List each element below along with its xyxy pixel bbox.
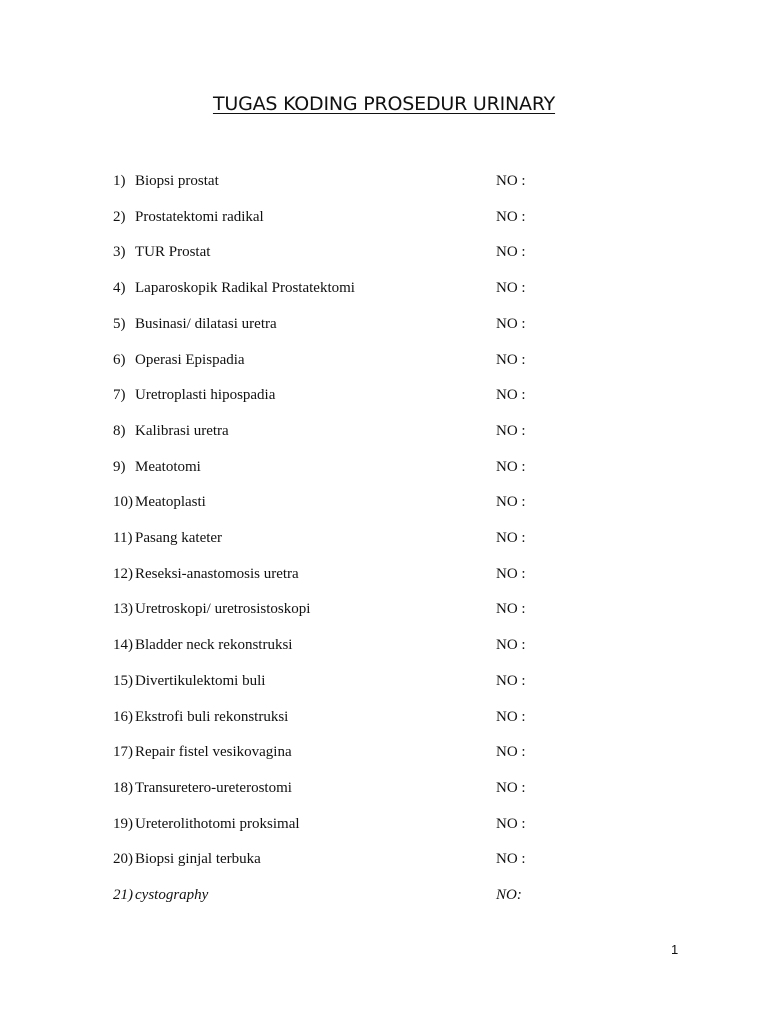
procedure-name: Prostatektomi radikal bbox=[135, 209, 264, 225]
code-number-label: NO : bbox=[496, 637, 526, 653]
list-item bbox=[0, 634, 768, 656]
item-number: 2) bbox=[113, 209, 126, 225]
item-number: 9) bbox=[113, 459, 126, 475]
item-number: 16) bbox=[113, 709, 133, 725]
list-item bbox=[0, 777, 768, 799]
list-item bbox=[0, 670, 768, 692]
item-number: 7) bbox=[113, 387, 126, 403]
list-item bbox=[0, 170, 768, 192]
list-item bbox=[0, 384, 768, 406]
list-item bbox=[0, 813, 768, 835]
list-item bbox=[0, 456, 768, 478]
procedure-name: Operasi Epispadia bbox=[135, 352, 245, 368]
list-item bbox=[0, 527, 768, 549]
item-number: 14) bbox=[113, 637, 133, 653]
procedure-name: Biopsi prostat bbox=[135, 173, 219, 189]
item-number: 13) bbox=[113, 601, 133, 617]
procedure-name: cystography bbox=[135, 887, 209, 903]
item-number: 11) bbox=[113, 530, 133, 546]
procedure-name: Biopsi ginjal terbuka bbox=[135, 851, 261, 867]
document-title: TUGAS KODING PROSEDUR URINARY bbox=[212, 93, 556, 115]
procedure-name: Pasang kateter bbox=[135, 530, 223, 546]
item-number: 19) bbox=[113, 816, 133, 832]
code-number-label: NO : bbox=[496, 494, 526, 510]
code-number-label: NO : bbox=[496, 780, 526, 796]
item-number: 5) bbox=[113, 316, 126, 332]
procedure-name: Divertikulektomi buli bbox=[135, 673, 266, 689]
procedure-name: Kalibrasi uretra bbox=[135, 423, 229, 439]
procedure-name: Transuretero-ureterostomi bbox=[135, 780, 292, 796]
code-number-label: NO : bbox=[496, 352, 526, 368]
item-number: 21) bbox=[113, 887, 133, 903]
procedure-name: Ekstrofi buli rekonstruksi bbox=[135, 709, 289, 725]
code-number-label: NO : bbox=[496, 423, 526, 439]
item-number: 17) bbox=[113, 744, 133, 760]
code-number-label: NO : bbox=[496, 816, 526, 832]
code-number-label: NO : bbox=[496, 173, 526, 189]
list-item bbox=[0, 598, 768, 620]
code-number-label: NO : bbox=[496, 744, 526, 760]
item-number: 10) bbox=[113, 494, 133, 510]
list-item bbox=[0, 349, 768, 371]
procedure-name: Businasi/ dilatasi uretra bbox=[135, 316, 277, 332]
item-number: 6) bbox=[113, 352, 126, 368]
code-number-label: NO : bbox=[496, 709, 526, 725]
code-number-label: NO: bbox=[496, 887, 522, 903]
list-item bbox=[0, 241, 768, 263]
procedure-name: Ureterolithotomi proksimal bbox=[135, 816, 300, 832]
code-number-label: NO : bbox=[496, 673, 526, 689]
list-item bbox=[0, 420, 768, 442]
item-number: 4) bbox=[113, 280, 126, 296]
procedure-name: Meatotomi bbox=[135, 459, 201, 475]
procedure-name: Laparoskopik Radikal Prostatektomi bbox=[135, 280, 355, 296]
item-number: 20) bbox=[113, 851, 133, 867]
item-number: 8) bbox=[113, 423, 126, 439]
code-number-label: NO : bbox=[496, 316, 526, 332]
list-item bbox=[0, 848, 768, 870]
code-number-label: NO : bbox=[496, 459, 526, 475]
list-item bbox=[0, 741, 768, 763]
procedure-name: Meatoplasti bbox=[135, 494, 206, 510]
item-number: 15) bbox=[113, 673, 133, 689]
list-item bbox=[0, 884, 768, 906]
list-item bbox=[0, 277, 768, 299]
code-number-label: NO : bbox=[496, 209, 526, 225]
procedure-name: Uretroplasti hipospadia bbox=[135, 387, 276, 403]
list-item bbox=[0, 206, 768, 228]
procedure-name: Uretroskopi/ uretrosistoskopi bbox=[135, 601, 311, 617]
page-number: 1 bbox=[671, 942, 679, 957]
code-number-label: NO : bbox=[496, 530, 526, 546]
code-number-label: NO : bbox=[496, 280, 526, 296]
list-item bbox=[0, 491, 768, 513]
code-number-label: NO : bbox=[496, 601, 526, 617]
procedure-name: Repair fistel vesikovagina bbox=[135, 744, 292, 760]
procedure-name: TUR Prostat bbox=[135, 244, 211, 260]
item-number: 1) bbox=[113, 173, 126, 189]
code-number-label: NO : bbox=[496, 566, 526, 582]
list-item bbox=[0, 706, 768, 728]
list-item bbox=[0, 563, 768, 585]
code-number-label: NO : bbox=[496, 387, 526, 403]
procedure-name: Reseksi-anastomosis uretra bbox=[135, 566, 299, 582]
list-item bbox=[0, 313, 768, 335]
item-number: 3) bbox=[113, 244, 126, 260]
item-number: 18) bbox=[113, 780, 133, 796]
code-number-label: NO : bbox=[496, 244, 526, 260]
procedure-name: Bladder neck rekonstruksi bbox=[135, 637, 293, 653]
item-number: 12) bbox=[113, 566, 133, 582]
code-number-label: NO : bbox=[496, 851, 526, 867]
